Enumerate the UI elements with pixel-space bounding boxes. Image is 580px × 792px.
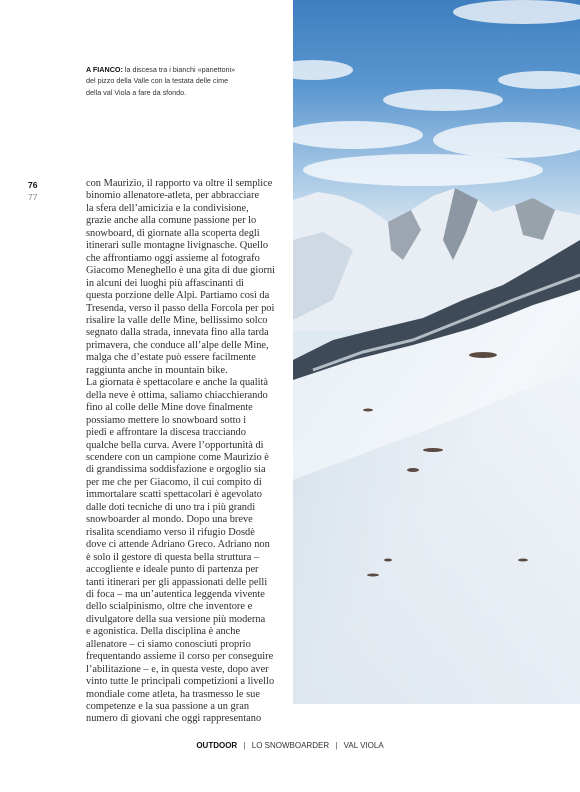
body-line: per me che per Giacomo, il cui compito di: [86, 476, 262, 488]
footer-separator-1: |: [243, 741, 246, 750]
caption-line-3: della val Viola a fare da sfondo.: [86, 87, 187, 97]
body-line: possiamo mettere lo snowboard sotto i: [86, 414, 247, 426]
body-line: Tresenda, verso il passo della Forcola per poi: [86, 302, 275, 314]
body-line: con Maurizio, il rapporto va oltre il semplice: [86, 178, 273, 189]
body-line: dove ci attende Adriano Greco. Adriano non: [86, 539, 270, 551]
body-line: Giacomo Meneghello è una gita di due giorni: [86, 265, 275, 277]
body-line: snowboard, di giornate alla scoperta degli: [86, 227, 260, 239]
body-line: grazie anche alla comune passione per lo: [86, 215, 257, 227]
body-line: itinerari sulle montagne livignasche. Quello: [86, 240, 269, 252]
body-line: fino al colle delle Mine dove finalmente: [86, 402, 253, 414]
body-line: vinto tutte le principali competizioni a livello: [86, 676, 275, 688]
footer-separator-2: |: [335, 741, 338, 750]
body-line: dello scialpinismo, oltre che inventore e: [86, 601, 253, 613]
caption-lead: A FIANCO:: [86, 65, 123, 74]
body-line: di grandissima soddisfazione e orgoglio sia: [86, 464, 266, 476]
body-line: La giornata è spettacolare e anche la qualità: [86, 377, 269, 389]
body-line: e agonistica. Della disciplina è anche: [86, 626, 241, 638]
body-line: immortalare scatti spettacolari è agevolato: [86, 489, 262, 501]
body-line: allenatore – ci siamo conosciuti proprio: [86, 638, 251, 650]
body-line: di foca – ma un’autentica leggenda vivente: [86, 588, 265, 600]
photo-caption: [86, 64, 276, 98]
body-line: della neve è ottima, saliamo chiacchierando: [86, 389, 268, 401]
body-line: in alcuni dei luoghi più affascinanti di: [86, 277, 244, 289]
body-line: che affrontiamo oggi assieme al fotografo: [86, 252, 260, 264]
body-line: primavera, che conduce all’alpe delle Mine,: [86, 339, 269, 351]
body-line: qualche bella curva. Avere l’opportunità di: [86, 439, 264, 451]
body-line: risalire la valle delle Mine, bellissimo solco: [86, 314, 268, 326]
body-line: la sfera dell’amicizia e la condivisione,: [86, 202, 249, 214]
body-line: snowboarder al mondo. Dopo una breve: [86, 514, 253, 526]
page-footer: [0, 741, 580, 750]
mountain-photo: [293, 0, 580, 704]
article-body: [86, 178, 286, 726]
body-line: scendere con un campione come Maurizio è: [86, 451, 269, 463]
body-line: risalita scendiamo verso il rifugio Dosdè: [86, 526, 255, 538]
body-line: mondiale come atleta, ha trasmesso le sue: [86, 688, 260, 700]
body-line: l’abilitazione – e, in questa veste, dopo aver: [86, 663, 269, 675]
body-line: competenze e la sua passione a un gran: [86, 701, 250, 713]
body-line: segnato dalla strada, innevata fino alla tarda: [86, 327, 269, 339]
body-line: frequentando assieme il corso per conseguire: [86, 651, 274, 663]
body-line: tanti itinerari per gli appassionati delle pelli: [86, 576, 268, 588]
body-line: numero di giovani che oggi rappresentano: [86, 713, 262, 725]
page-numbers: [28, 179, 58, 203]
page-number-current: 76: [28, 180, 38, 190]
body-line: raggiunta anche in mountain bike.: [86, 364, 228, 376]
body-line: malga che d’estate può essere facilmente: [86, 352, 256, 364]
body-line: accogliente e ideale punto di partenza per: [86, 564, 259, 576]
body-line: divulgatore della sua versione più moderna: [86, 613, 266, 625]
page-number-next: 77: [28, 192, 38, 202]
body-line: questa porzione delle Alpi. Partiamo così da: [86, 290, 270, 302]
footer-location: VAL VIOLA: [343, 741, 384, 750]
body-line: dalle doti tecniche di uno tra i più grandi: [86, 501, 256, 513]
body-line: è solo il gestore di questa bella struttura –: [86, 551, 260, 563]
caption-line-1: la discesa tra i bianchi «panettoni»: [122, 65, 236, 74]
body-line: piedi e affrontare la discesa tracciando: [86, 427, 246, 439]
body-line: binomio allenatore-atleta, per abbracciare: [86, 190, 260, 202]
caption-line-2: del pizzo della Valle con la testata delle cime: [86, 76, 229, 86]
footer-section: OUTDOOR: [196, 741, 238, 750]
footer-article: LO SNOWBOARDER: [251, 741, 330, 750]
